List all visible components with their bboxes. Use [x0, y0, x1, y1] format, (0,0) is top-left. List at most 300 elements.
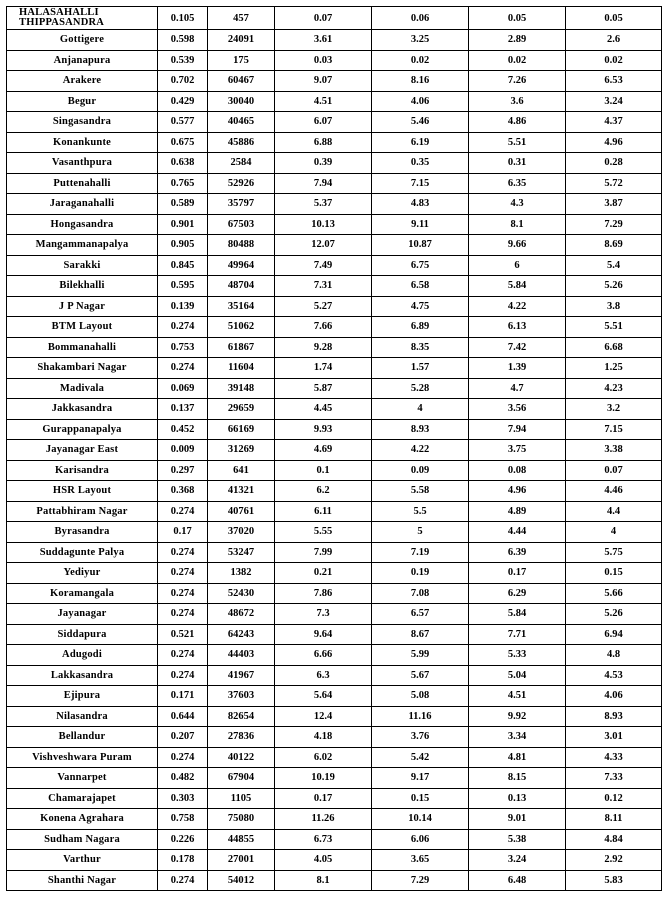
value-b-cell: 11.16	[372, 706, 469, 727]
value-b-cell: 0.35	[372, 153, 469, 174]
ratio-cell: 0.901	[158, 214, 208, 235]
value-b-cell: 6.89	[372, 317, 469, 338]
value-c-cell: 7.42	[469, 337, 566, 358]
table-row	[7, 276, 662, 297]
value-b-cell: 3.76	[372, 727, 469, 748]
value-d-cell: 7.33	[566, 768, 662, 789]
table-row	[7, 624, 662, 645]
value-a-cell: 11.26	[275, 809, 372, 830]
value-c-cell: 4.96	[469, 481, 566, 502]
value-b-cell: 6.06	[372, 829, 469, 850]
table-row	[7, 645, 662, 666]
ward-name-cell: Jayanagar East	[7, 440, 158, 461]
value-b-cell: 8.67	[372, 624, 469, 645]
count-cell: 44855	[208, 829, 275, 850]
value-b-cell: 5.28	[372, 378, 469, 399]
value-c-cell: 0.17	[469, 563, 566, 584]
ward-name-cell: Byrasandra	[7, 522, 158, 543]
value-b-cell: 5.42	[372, 747, 469, 768]
table-row	[7, 440, 662, 461]
count-cell: 67904	[208, 768, 275, 789]
ratio-cell: 0.429	[158, 91, 208, 112]
value-d-cell: 7.29	[566, 214, 662, 235]
value-a-cell: 8.1	[275, 870, 372, 891]
value-b-cell: 6.75	[372, 255, 469, 276]
ratio-cell: 0.069	[158, 378, 208, 399]
value-b-cell: 0.06	[372, 7, 469, 30]
value-c-cell: 4.89	[469, 501, 566, 522]
ward-name-cell: Varthur	[7, 850, 158, 871]
ratio-cell: 0.589	[158, 194, 208, 215]
value-a-cell: 1.74	[275, 358, 372, 379]
table-row	[7, 563, 662, 584]
ratio-cell: 0.753	[158, 337, 208, 358]
value-d-cell: 3.38	[566, 440, 662, 461]
ward-name-cell: Madivala	[7, 378, 158, 399]
ratio-cell: 0.758	[158, 809, 208, 830]
ward-name-cell: Vannarpet	[7, 768, 158, 789]
ratio-cell: 0.539	[158, 50, 208, 71]
count-cell: 60467	[208, 71, 275, 92]
value-c-cell: 4.22	[469, 296, 566, 317]
ratio-cell: 0.274	[158, 747, 208, 768]
value-c-cell: 6.48	[469, 870, 566, 891]
value-c-cell: 6.35	[469, 173, 566, 194]
count-cell: 41321	[208, 481, 275, 502]
value-b-cell: 3.65	[372, 850, 469, 871]
value-d-cell: 4.96	[566, 132, 662, 153]
count-cell: 41967	[208, 665, 275, 686]
value-b-cell: 5.58	[372, 481, 469, 502]
ratio-cell: 0.274	[158, 501, 208, 522]
ratio-cell: 0.274	[158, 604, 208, 625]
count-cell: 64243	[208, 624, 275, 645]
table-row	[7, 768, 662, 789]
count-cell: 39148	[208, 378, 275, 399]
ward-name-cell: Gurappanapalya	[7, 419, 158, 440]
value-c-cell: 9.66	[469, 235, 566, 256]
value-a-cell: 6.88	[275, 132, 372, 153]
table-row	[7, 542, 662, 563]
count-cell: 44403	[208, 645, 275, 666]
value-d-cell: 3.87	[566, 194, 662, 215]
value-a-cell: 0.17	[275, 788, 372, 809]
value-c-cell: 7.71	[469, 624, 566, 645]
value-b-cell: 4.22	[372, 440, 469, 461]
value-c-cell: 9.92	[469, 706, 566, 727]
value-c-cell: 8.1	[469, 214, 566, 235]
ward-name-cell: Bilekhalli	[7, 276, 158, 297]
value-c-cell: 7.94	[469, 419, 566, 440]
value-c-cell: 3.56	[469, 399, 566, 420]
table-row	[7, 829, 662, 850]
count-cell: 67503	[208, 214, 275, 235]
value-d-cell: 1.25	[566, 358, 662, 379]
ratio-cell: 0.675	[158, 132, 208, 153]
count-cell: 82654	[208, 706, 275, 727]
ratio-cell: 0.482	[158, 768, 208, 789]
ward-name-cell: J P Nagar	[7, 296, 158, 317]
table-row	[7, 173, 662, 194]
value-a-cell: 0.03	[275, 50, 372, 71]
value-d-cell: 3.01	[566, 727, 662, 748]
value-b-cell: 10.14	[372, 809, 469, 830]
value-d-cell: 4.06	[566, 686, 662, 707]
value-b-cell: 1.57	[372, 358, 469, 379]
value-d-cell: 4.23	[566, 378, 662, 399]
count-cell: 52926	[208, 173, 275, 194]
value-c-cell: 3.75	[469, 440, 566, 461]
ward-name-cell: HALASAHALLI THIPPASANDRA	[7, 7, 158, 30]
count-cell: 61867	[208, 337, 275, 358]
value-a-cell: 12.07	[275, 235, 372, 256]
ward-name-cell: Koramangala	[7, 583, 158, 604]
value-b-cell: 0.09	[372, 460, 469, 481]
value-d-cell: 5.26	[566, 276, 662, 297]
ward-name-cell: Bellandur	[7, 727, 158, 748]
ratio-cell: 0.17	[158, 522, 208, 543]
ward-name-cell: Sudham Nagara	[7, 829, 158, 850]
value-b-cell: 9.11	[372, 214, 469, 235]
value-c-cell: 4.44	[469, 522, 566, 543]
value-a-cell: 4.05	[275, 850, 372, 871]
value-c-cell: 3.34	[469, 727, 566, 748]
table-row	[7, 706, 662, 727]
table-row	[7, 481, 662, 502]
table-row	[7, 747, 662, 768]
value-a-cell: 7.66	[275, 317, 372, 338]
value-d-cell: 5.83	[566, 870, 662, 891]
count-cell: 29659	[208, 399, 275, 420]
value-c-cell: 7.26	[469, 71, 566, 92]
table-body	[7, 7, 662, 891]
count-cell: 35164	[208, 296, 275, 317]
ward-name-cell: BTM Layout	[7, 317, 158, 338]
ratio-cell: 0.521	[158, 624, 208, 645]
ward-data-table	[6, 6, 662, 891]
value-c-cell: 6	[469, 255, 566, 276]
value-d-cell: 8.93	[566, 706, 662, 727]
count-cell: 37020	[208, 522, 275, 543]
count-cell: 1105	[208, 788, 275, 809]
value-c-cell: 4.81	[469, 747, 566, 768]
table-row	[7, 296, 662, 317]
count-cell: 40122	[208, 747, 275, 768]
value-a-cell: 9.28	[275, 337, 372, 358]
count-cell: 31269	[208, 440, 275, 461]
value-d-cell: 4.84	[566, 829, 662, 850]
value-a-cell: 6.07	[275, 112, 372, 133]
value-a-cell: 5.37	[275, 194, 372, 215]
table-row	[7, 153, 662, 174]
value-c-cell: 5.51	[469, 132, 566, 153]
table-row	[7, 522, 662, 543]
ratio-cell: 0.905	[158, 235, 208, 256]
value-d-cell: 0.15	[566, 563, 662, 584]
value-b-cell: 7.15	[372, 173, 469, 194]
count-cell: 30040	[208, 91, 275, 112]
value-d-cell: 4.53	[566, 665, 662, 686]
value-c-cell: 3.6	[469, 91, 566, 112]
value-b-cell: 8.16	[372, 71, 469, 92]
ratio-cell: 0.009	[158, 440, 208, 461]
table-row	[7, 501, 662, 522]
value-c-cell: 0.08	[469, 460, 566, 481]
value-a-cell: 6.02	[275, 747, 372, 768]
value-c-cell: 2.89	[469, 30, 566, 51]
ward-name-cell: Puttenahalli	[7, 173, 158, 194]
count-cell: 48672	[208, 604, 275, 625]
value-a-cell: 7.49	[275, 255, 372, 276]
value-b-cell: 5.67	[372, 665, 469, 686]
value-a-cell: 12.4	[275, 706, 372, 727]
table-row	[7, 337, 662, 358]
value-a-cell: 4.45	[275, 399, 372, 420]
ratio-cell: 0.139	[158, 296, 208, 317]
count-cell: 27836	[208, 727, 275, 748]
table-row	[7, 235, 662, 256]
ratio-cell: 0.274	[158, 358, 208, 379]
value-d-cell: 0.05	[566, 7, 662, 30]
count-cell: 48704	[208, 276, 275, 297]
table-row	[7, 255, 662, 276]
value-a-cell: 6.73	[275, 829, 372, 850]
value-b-cell: 0.15	[372, 788, 469, 809]
value-b-cell: 5.99	[372, 645, 469, 666]
value-a-cell: 7.86	[275, 583, 372, 604]
table-row	[7, 91, 662, 112]
ward-name-cell: Ejipura	[7, 686, 158, 707]
value-c-cell: 6.29	[469, 583, 566, 604]
count-cell: 80488	[208, 235, 275, 256]
value-d-cell: 4.46	[566, 481, 662, 502]
value-a-cell: 9.64	[275, 624, 372, 645]
table-row	[7, 850, 662, 871]
value-b-cell: 8.35	[372, 337, 469, 358]
ward-name-cell: Jakkasandra	[7, 399, 158, 420]
table-row	[7, 30, 662, 51]
value-d-cell: 5.75	[566, 542, 662, 563]
value-d-cell: 6.68	[566, 337, 662, 358]
ward-name-cell: Siddapura	[7, 624, 158, 645]
table-row	[7, 317, 662, 338]
ratio-cell: 0.765	[158, 173, 208, 194]
value-c-cell: 4.7	[469, 378, 566, 399]
ratio-cell: 0.274	[158, 317, 208, 338]
ward-name-cell: Chamarajapet	[7, 788, 158, 809]
count-cell: 175	[208, 50, 275, 71]
value-a-cell: 0.1	[275, 460, 372, 481]
table-row	[7, 7, 662, 30]
value-c-cell: 8.15	[469, 768, 566, 789]
ward-name-cell: Begur	[7, 91, 158, 112]
value-d-cell: 3.2	[566, 399, 662, 420]
ward-name-cell: Vishveshwara Puram	[7, 747, 158, 768]
value-d-cell: 5.26	[566, 604, 662, 625]
table-row	[7, 50, 662, 71]
value-d-cell: 2.92	[566, 850, 662, 871]
count-cell: 2584	[208, 153, 275, 174]
value-d-cell: 4.8	[566, 645, 662, 666]
value-a-cell: 5.64	[275, 686, 372, 707]
ratio-cell: 0.452	[158, 419, 208, 440]
value-a-cell: 5.87	[275, 378, 372, 399]
value-b-cell: 7.08	[372, 583, 469, 604]
value-b-cell: 6.58	[372, 276, 469, 297]
value-b-cell: 6.57	[372, 604, 469, 625]
ratio-cell: 0.702	[158, 71, 208, 92]
ratio-cell: 0.297	[158, 460, 208, 481]
value-b-cell: 5.46	[372, 112, 469, 133]
table-row	[7, 112, 662, 133]
value-c-cell: 6.39	[469, 542, 566, 563]
value-d-cell: 3.8	[566, 296, 662, 317]
ward-name-cell: Nilasandra	[7, 706, 158, 727]
value-a-cell: 0.07	[275, 7, 372, 30]
count-cell: 40761	[208, 501, 275, 522]
value-b-cell: 7.19	[372, 542, 469, 563]
ratio-cell: 0.274	[158, 583, 208, 604]
value-a-cell: 10.19	[275, 768, 372, 789]
value-c-cell: 4.3	[469, 194, 566, 215]
table-row	[7, 788, 662, 809]
value-a-cell: 7.3	[275, 604, 372, 625]
count-cell: 45886	[208, 132, 275, 153]
table-row	[7, 727, 662, 748]
ward-name-cell: Suddagunte Palya	[7, 542, 158, 563]
value-c-cell: 5.84	[469, 604, 566, 625]
table-row	[7, 214, 662, 235]
ward-name-cell: Shakambari Nagar	[7, 358, 158, 379]
ward-name-cell: Konankunte	[7, 132, 158, 153]
ward-name-cell: Anjanapura	[7, 50, 158, 71]
value-b-cell: 10.87	[372, 235, 469, 256]
value-a-cell: 10.13	[275, 214, 372, 235]
ward-name-cell: Gottigere	[7, 30, 158, 51]
value-a-cell: 4.18	[275, 727, 372, 748]
value-a-cell: 7.99	[275, 542, 372, 563]
ward-name-cell: Lakkasandra	[7, 665, 158, 686]
table-row	[7, 194, 662, 215]
ratio-cell: 0.274	[158, 870, 208, 891]
ward-name-cell: Singasandra	[7, 112, 158, 133]
ratio-cell: 0.274	[158, 645, 208, 666]
value-d-cell: 6.94	[566, 624, 662, 645]
value-c-cell: 9.01	[469, 809, 566, 830]
value-d-cell: 5.4	[566, 255, 662, 276]
ward-name-cell: Vasanthpura	[7, 153, 158, 174]
count-cell: 37603	[208, 686, 275, 707]
value-a-cell: 9.07	[275, 71, 372, 92]
value-c-cell: 0.05	[469, 7, 566, 30]
ratio-cell: 0.845	[158, 255, 208, 276]
value-d-cell: 4.33	[566, 747, 662, 768]
value-b-cell: 0.02	[372, 50, 469, 71]
value-a-cell: 0.39	[275, 153, 372, 174]
count-cell: 40465	[208, 112, 275, 133]
value-c-cell: 4.51	[469, 686, 566, 707]
ward-name-cell: Bommanahalli	[7, 337, 158, 358]
value-a-cell: 6.11	[275, 501, 372, 522]
ratio-cell: 0.577	[158, 112, 208, 133]
count-cell: 66169	[208, 419, 275, 440]
ratio-cell: 0.274	[158, 665, 208, 686]
value-a-cell: 6.66	[275, 645, 372, 666]
value-d-cell: 7.15	[566, 419, 662, 440]
value-d-cell: 0.12	[566, 788, 662, 809]
count-cell: 52430	[208, 583, 275, 604]
ward-name-cell: Jaraganahalli	[7, 194, 158, 215]
ward-name-cell: Jayanagar	[7, 604, 158, 625]
value-b-cell: 9.17	[372, 768, 469, 789]
ratio-cell: 0.274	[158, 563, 208, 584]
ward-name-cell: Shanthi Nagar	[7, 870, 158, 891]
count-cell: 54012	[208, 870, 275, 891]
value-b-cell: 5	[372, 522, 469, 543]
table-row	[7, 809, 662, 830]
count-cell: 35797	[208, 194, 275, 215]
count-cell: 51062	[208, 317, 275, 338]
value-d-cell: 6.53	[566, 71, 662, 92]
ward-name-cell: Karisandra	[7, 460, 158, 481]
value-b-cell: 4.83	[372, 194, 469, 215]
ward-name-cell: Mangammanapalya	[7, 235, 158, 256]
value-c-cell: 5.84	[469, 276, 566, 297]
table-row	[7, 686, 662, 707]
ratio-cell: 0.137	[158, 399, 208, 420]
value-a-cell: 4.51	[275, 91, 372, 112]
ratio-cell: 0.226	[158, 829, 208, 850]
value-d-cell: 5.51	[566, 317, 662, 338]
count-cell: 75080	[208, 809, 275, 830]
ward-name-cell: Adugodi	[7, 645, 158, 666]
table-row	[7, 71, 662, 92]
count-cell: 457	[208, 7, 275, 30]
ratio-cell: 0.644	[158, 706, 208, 727]
value-a-cell: 6.2	[275, 481, 372, 502]
ratio-cell: 0.638	[158, 153, 208, 174]
ratio-cell: 0.274	[158, 542, 208, 563]
ratio-cell: 0.368	[158, 481, 208, 502]
value-d-cell: 5.72	[566, 173, 662, 194]
value-a-cell: 7.31	[275, 276, 372, 297]
ratio-cell: 0.105	[158, 7, 208, 30]
value-d-cell: 5.66	[566, 583, 662, 604]
value-c-cell: 5.33	[469, 645, 566, 666]
value-b-cell: 8.93	[372, 419, 469, 440]
value-c-cell: 5.38	[469, 829, 566, 850]
value-a-cell: 3.61	[275, 30, 372, 51]
count-cell: 53247	[208, 542, 275, 563]
value-b-cell: 7.29	[372, 870, 469, 891]
value-a-cell: 4.69	[275, 440, 372, 461]
table-row	[7, 399, 662, 420]
ratio-cell: 0.595	[158, 276, 208, 297]
count-cell: 11604	[208, 358, 275, 379]
ward-name-cell: Yediyur	[7, 563, 158, 584]
table-row	[7, 604, 662, 625]
value-c-cell: 0.31	[469, 153, 566, 174]
value-c-cell: 4.86	[469, 112, 566, 133]
table-row	[7, 358, 662, 379]
count-cell: 1382	[208, 563, 275, 584]
value-a-cell: 0.21	[275, 563, 372, 584]
data-table-container	[6, 6, 661, 891]
value-c-cell: 5.04	[469, 665, 566, 686]
value-d-cell: 8.11	[566, 809, 662, 830]
value-a-cell: 6.3	[275, 665, 372, 686]
table-row	[7, 870, 662, 891]
